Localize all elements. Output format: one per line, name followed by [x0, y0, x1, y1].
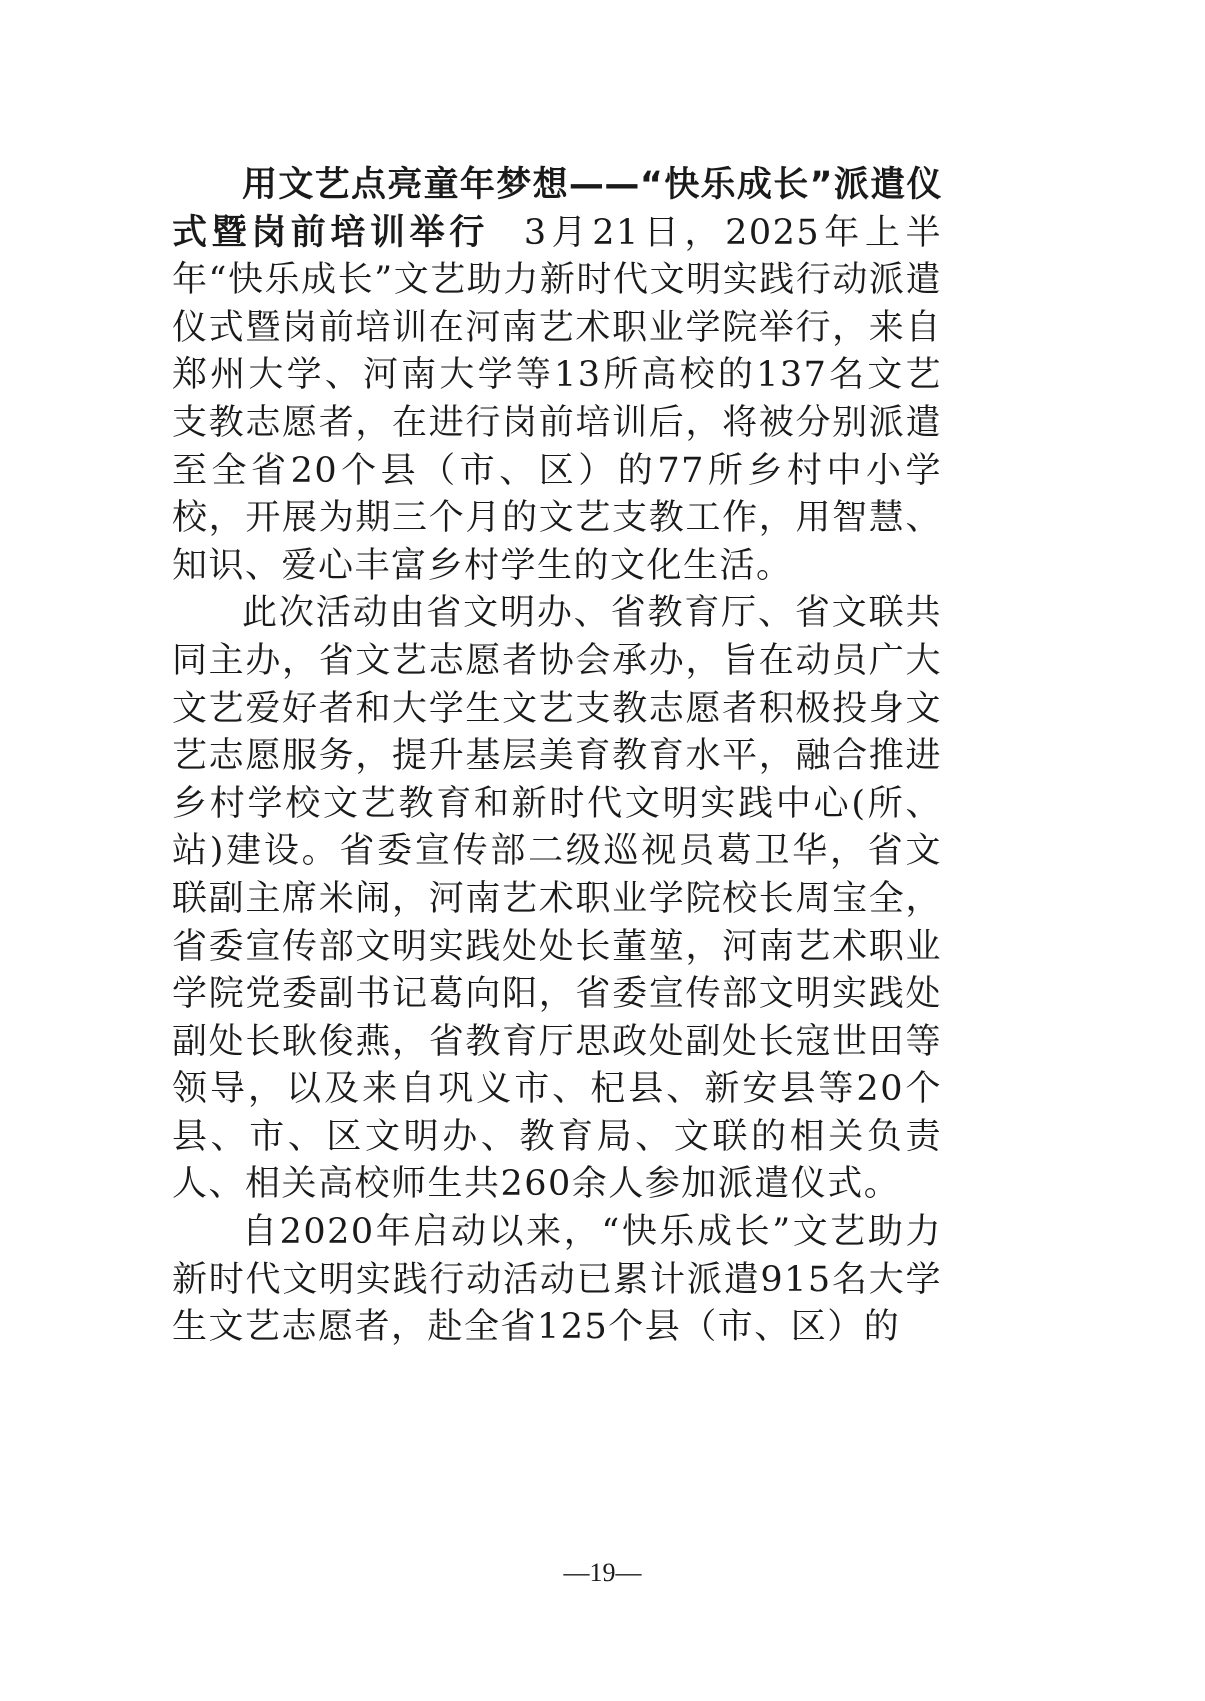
paragraph-1: [172, 162, 942, 590]
paragraph-3: 自2020年启动以来，“快乐成长”文艺助力新时代文明实践行动活动已累计派遣915名大学生文艺志愿者，赴全省125个县（市、区）的: [172, 1212, 942, 1348]
paragraph-1-body: 3月21日，2025年上半年“快乐成长”文艺助力新时代文明实践行动派遣仪式暨岗前培训在河南艺术职业学院举行，来自郑州大学、河南大学等13所高校的137名文艺支教志愿者，在进行岗前培训后，将被分别派遣至全省20个县（市、区）的77所乡村中小学校，开展为期三个月的文艺支教工作，用智慧、知识、爱心丰富乡村学生的文化生活。: [172, 212, 942, 586]
article-body: [172, 162, 942, 1352]
article-lead-title: 用文艺点亮童年梦想——“快乐成长”派遣仪式暨岗前培训举行: [172, 165, 942, 253]
paragraph-2: 此次活动由省文明办、省教育厅、省文联共同主办，省文艺志愿者协会承办，旨在动员广大文艺爱好者和大学生文艺支教志愿者积极投身文艺志愿服务，提升基层美育教育水平，融合推进乡村学校文艺教育和新时代文明实践中心(所、站)建设。省委宣传部二级巡视员葛卫华，省文联副主席米闹，河南艺术职业学院校长周宝全，省委宣传部文明实践处处长董堃，河南艺术职业学院党委副书记葛向阳，省委宣传部文明实践处副处长耿俊燕，省教育厅思政处副处长寇世田等领导，以及来自巩义市、杞县、新安县等20个县、市、区文明办、教育局、文联的相关负责人、相关高校师生共260余人参加派遣仪式。: [172, 593, 942, 1205]
page-number: —19—: [563, 1558, 642, 1587]
